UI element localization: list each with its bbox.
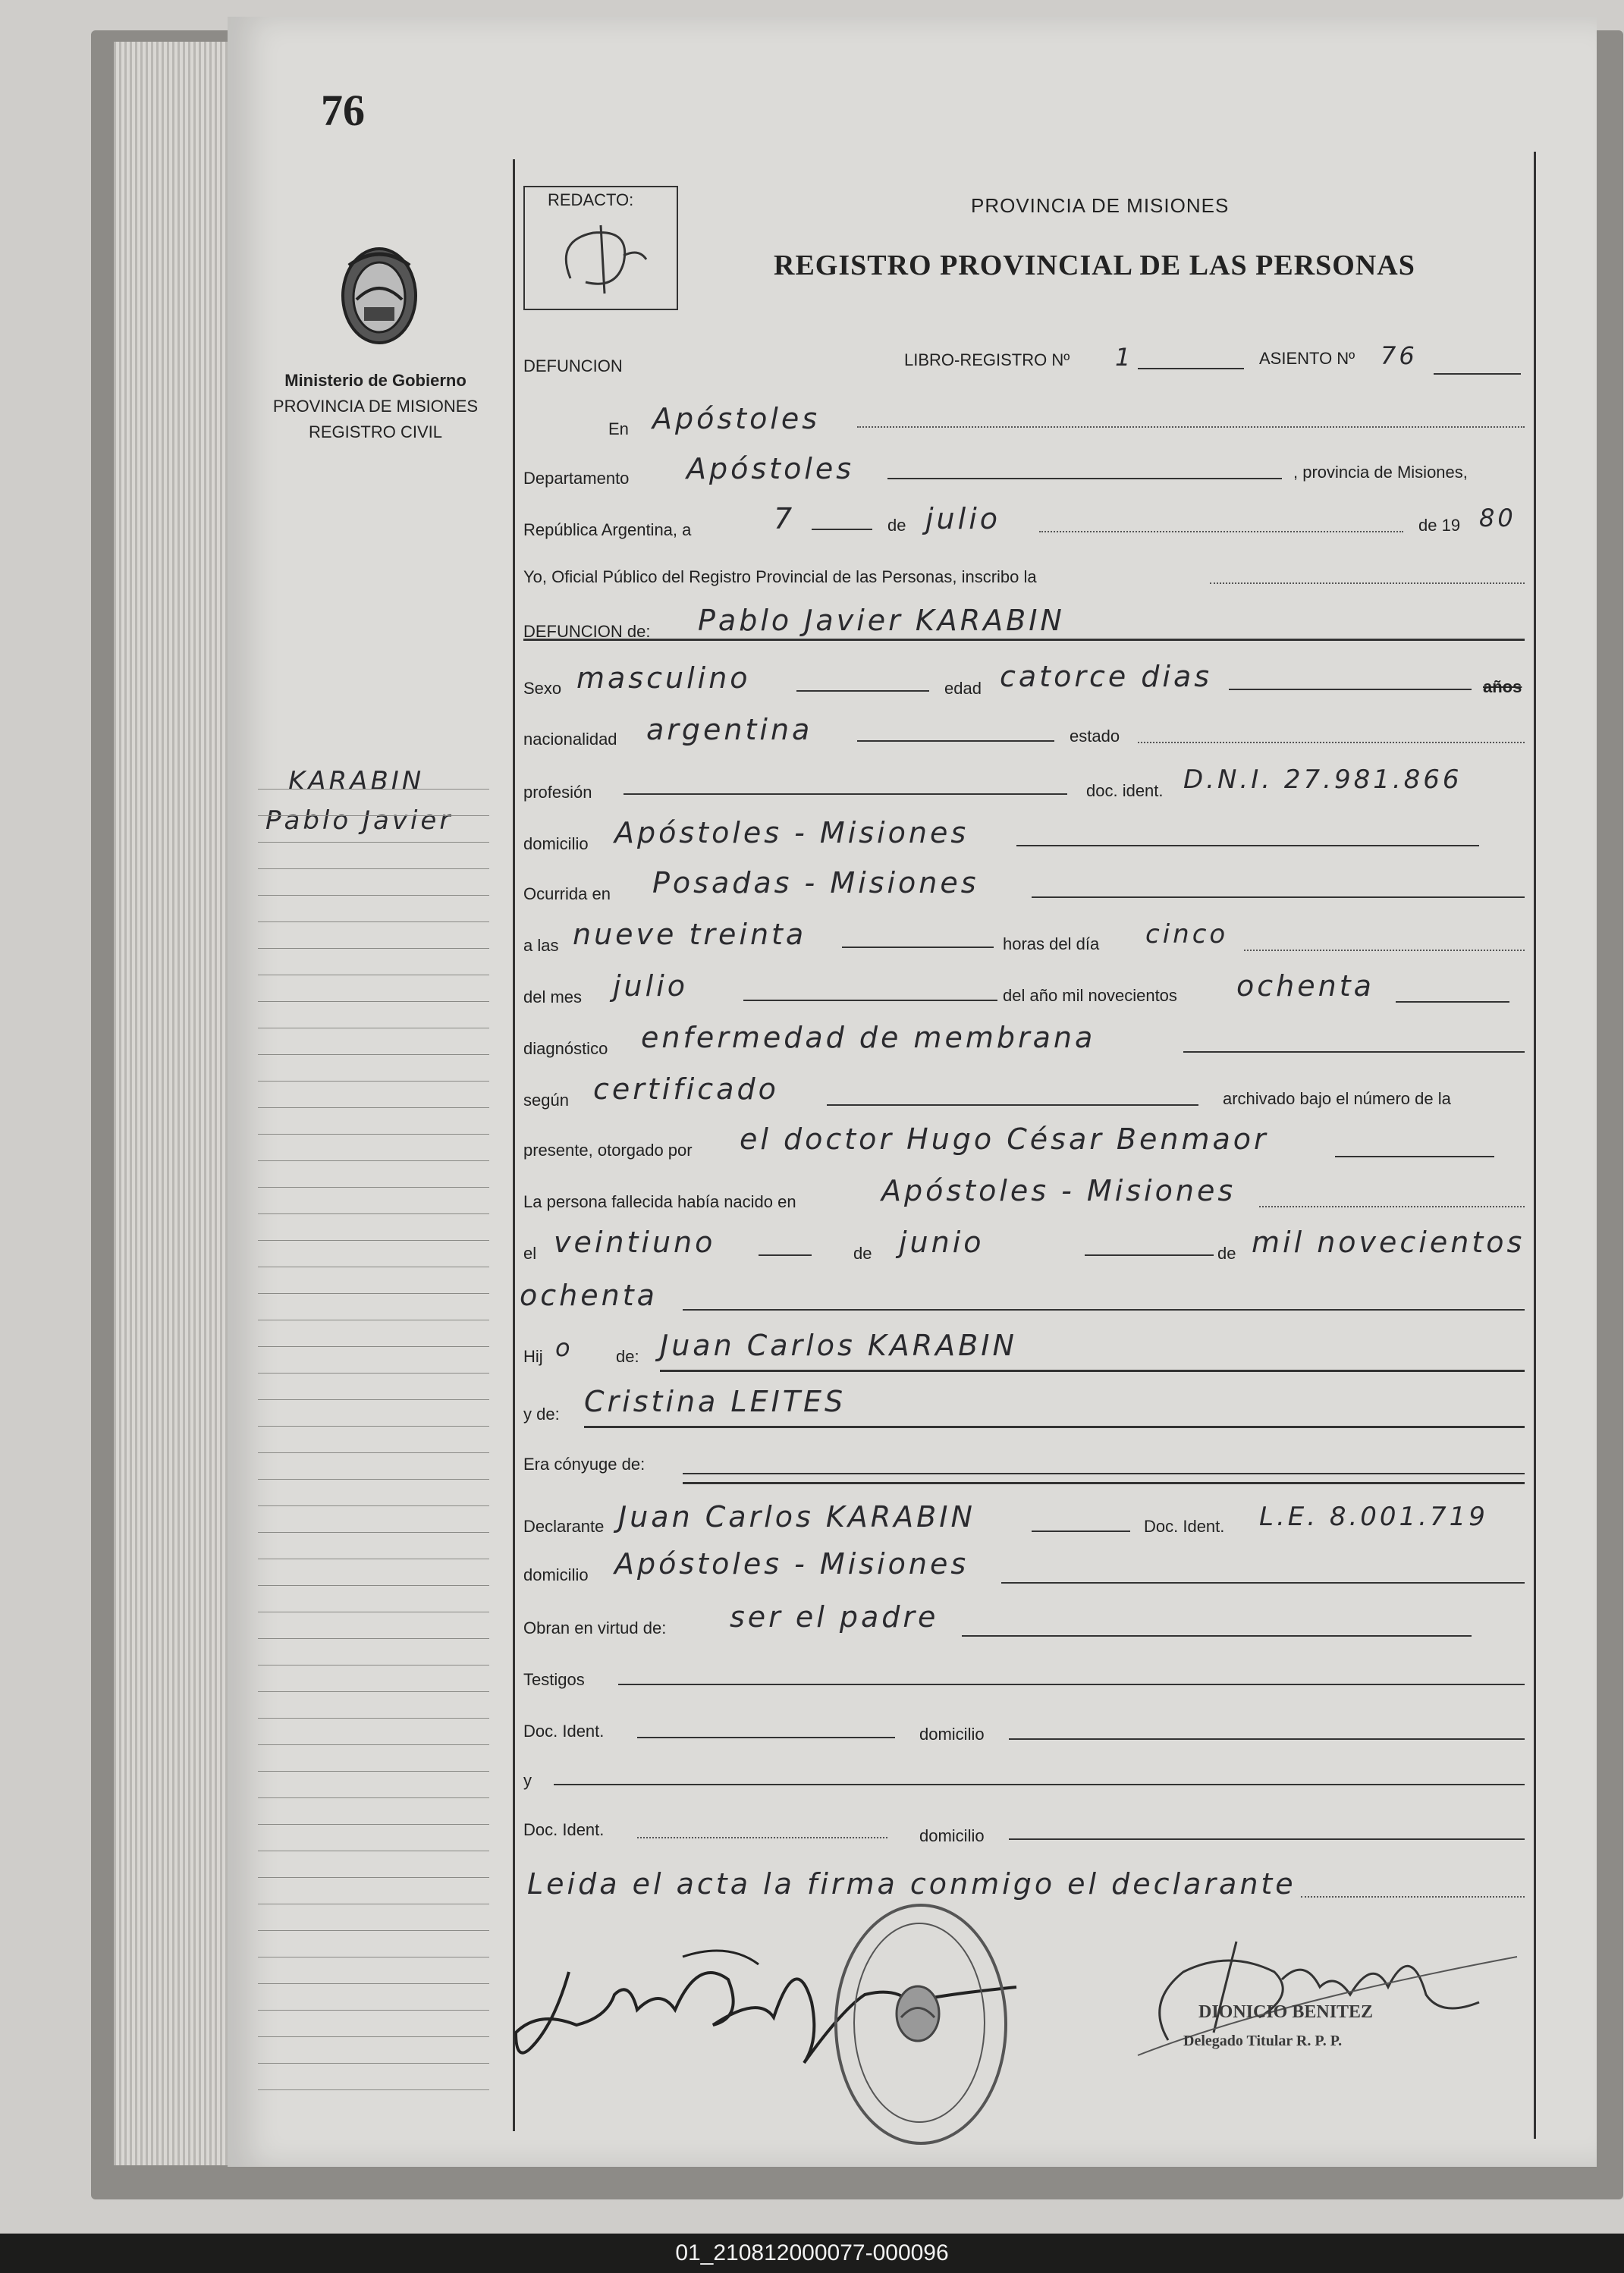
testigo1-doc-line xyxy=(637,1737,895,1738)
testigos-label: Testigos xyxy=(523,1670,585,1689)
anos-label: años xyxy=(1483,677,1522,696)
archivado-label: archivado bajo el número de la xyxy=(1223,1089,1451,1108)
hij-de-label: de: xyxy=(616,1347,639,1366)
ano-fallecimiento-value: ochenta xyxy=(1236,969,1374,1003)
obran-label: Obran en virtud de: xyxy=(523,1618,667,1637)
margin-rule-line xyxy=(258,1983,489,1984)
margin-rule-line xyxy=(258,1585,489,1586)
testigo2-domicilio-line xyxy=(1009,1838,1525,1840)
testigo2-doc-line xyxy=(637,1837,887,1838)
testigo1-domicilio-line xyxy=(1009,1738,1525,1740)
provincia-label: , provincia de Misiones, xyxy=(1293,463,1468,482)
sexo-label: Sexo xyxy=(523,679,562,698)
margin-rule-line xyxy=(258,1691,489,1692)
conyuge-line-1 xyxy=(683,1473,1525,1474)
margin-rule-line xyxy=(258,1744,489,1745)
margin-rule-line xyxy=(258,1213,489,1214)
conyuge-label: Era cónyuge de: xyxy=(523,1455,646,1474)
province-label: PROVINCIA DE MISIONES xyxy=(272,397,479,416)
nacido-line xyxy=(1259,1206,1525,1207)
mes-fallecimiento-line xyxy=(743,1000,997,1001)
yo-line xyxy=(1210,582,1525,584)
margin-rule-line xyxy=(258,1134,489,1135)
margin-rule-line xyxy=(258,1293,489,1294)
margin-rule-line xyxy=(258,1930,489,1931)
obran-line xyxy=(962,1635,1472,1637)
hij-sufijo: o xyxy=(555,1333,573,1362)
de-label-1: de xyxy=(887,516,906,535)
doc-ident-label: doc. ident. xyxy=(1086,781,1164,800)
margin-rule-line xyxy=(258,815,489,816)
asiento-label: ASIENTO Nº xyxy=(1259,349,1355,368)
doc-value: D.N.I. 27.981.866 xyxy=(1183,764,1462,795)
margin-rule-line xyxy=(258,842,489,843)
mes-line xyxy=(1039,531,1403,532)
declarante-value: Juan Carlos KARABIN xyxy=(618,1500,975,1534)
margin-rule-line xyxy=(258,2063,489,2064)
declarante-domicilio-label: domicilio xyxy=(523,1565,589,1584)
coat-of-arms-icon xyxy=(326,235,432,356)
ocurrida-value: Posadas - Misiones xyxy=(652,866,979,899)
libro-label: LIBRO-REGISTRO Nº xyxy=(904,350,1070,369)
en-value: Apóstoles xyxy=(652,402,821,435)
margin-rule-line xyxy=(258,895,489,896)
en-label: En xyxy=(608,419,629,438)
ano-value: 80 xyxy=(1479,504,1516,532)
segun-label: según xyxy=(523,1091,569,1110)
official-title: Delegado Titular R. P. P. xyxy=(1183,2033,1343,2049)
margin-rule-line xyxy=(258,1638,489,1639)
nacionalidad-line xyxy=(857,740,1054,742)
province-title: PROVINCIA DE MISIONES xyxy=(971,194,1230,217)
page-edges xyxy=(114,42,235,2165)
de-label-3: de xyxy=(1217,1244,1236,1263)
hij-label: Hij xyxy=(523,1347,543,1366)
edad-line xyxy=(1229,689,1472,690)
asiento-line xyxy=(1434,373,1521,375)
padre-line xyxy=(660,1370,1525,1372)
closing-statement: Leida el acta la firma conmigo el declarante xyxy=(527,1867,1296,1901)
margin-rule-line xyxy=(258,1665,489,1666)
nac-mes-line xyxy=(1085,1254,1214,1256)
page-number: 76 xyxy=(321,86,365,135)
declarante-doc-value: L.E. 8.001.719 xyxy=(1259,1502,1488,1532)
padre-value: Juan Carlos KARABIN xyxy=(660,1329,1017,1362)
dia-line xyxy=(812,529,872,530)
nombre-line xyxy=(523,639,1525,641)
segun-value: certificado xyxy=(593,1072,779,1106)
profesion-label: profesión xyxy=(523,783,592,802)
otorgado-line xyxy=(1335,1156,1494,1157)
margin-rule-line xyxy=(258,1452,489,1453)
diagnostico-line xyxy=(1183,1051,1525,1053)
declarante-domicilio-value: Apóstoles - Misiones xyxy=(614,1547,969,1581)
ocurrida-label: Ocurrida en xyxy=(523,884,611,903)
margin-surname: KARABIN xyxy=(288,766,425,796)
margin-rule-line xyxy=(258,1107,489,1108)
otorgado-value: el doctor Hugo César Benmaor xyxy=(740,1122,1269,1156)
nacionalidad-label: nacionalidad xyxy=(523,730,617,749)
yo-label: Yo, Oficial Público del Registro Provincial de las Personas, inscribo la xyxy=(523,567,1037,586)
nac-dia-line xyxy=(759,1254,812,1256)
segun-line xyxy=(827,1104,1198,1106)
estado-label: estado xyxy=(1070,727,1120,746)
nac-dia-value: veintiuno xyxy=(554,1226,716,1259)
domicilio-line xyxy=(1016,845,1479,846)
official-name: DIONICIO BENITEZ xyxy=(1198,2002,1374,2022)
hora-line xyxy=(842,947,994,948)
de19-label: de 19 xyxy=(1418,516,1461,535)
margin-rule-line xyxy=(258,2036,489,2037)
margin-rule-line xyxy=(258,1426,489,1427)
redacto-label: REDACTO: xyxy=(548,190,634,209)
y-de-label: y de: xyxy=(523,1405,560,1424)
margin-rule-line xyxy=(258,921,489,922)
nac-ano-value-2: ochenta xyxy=(520,1279,658,1312)
margin-rule-line xyxy=(258,1824,489,1825)
hora-value: nueve treinta xyxy=(573,918,807,951)
margin-rule-line xyxy=(258,1399,489,1400)
registry-title: REGISTRO PROVINCIAL DE LAS PERSONAS xyxy=(774,250,1415,281)
redacto-box xyxy=(523,186,678,310)
margin-rule-line xyxy=(258,1532,489,1533)
nac-mes-value: junio xyxy=(899,1226,985,1259)
republica-label: República Argentina, a xyxy=(523,520,692,539)
profesion-line xyxy=(624,793,1067,795)
obran-value: ser el padre xyxy=(730,1600,939,1634)
del-mes-label: del mes xyxy=(523,987,583,1006)
margin-rule-line xyxy=(258,2089,489,2090)
margin-rule-line xyxy=(258,1771,489,1772)
file-id-footer: 01_210812000077-000096 xyxy=(0,2234,1624,2273)
closing-line xyxy=(1301,1896,1525,1898)
edad-value: catorce dias xyxy=(1000,660,1213,693)
margin-rule-line xyxy=(258,1797,489,1798)
nacionalidad-value: argentina xyxy=(646,713,813,746)
domicilio-value: Apóstoles - Misiones xyxy=(614,816,969,849)
conyuge-line-2 xyxy=(683,1482,1525,1484)
madre-line xyxy=(584,1426,1525,1428)
nac-ano-value-1: mil novecientos xyxy=(1252,1226,1525,1259)
nac-ano-line xyxy=(683,1309,1525,1311)
declarante-label: Declarante xyxy=(523,1517,605,1536)
dia-value: 7 xyxy=(774,502,796,535)
nacido-value: Apóstoles - Misiones xyxy=(881,1174,1236,1207)
margin-rule-line xyxy=(258,1346,489,1347)
testigo2-domicilio-label: domicilio xyxy=(919,1826,985,1845)
margin-rule-line xyxy=(258,868,489,869)
registry-label: REGISTRO CIVIL xyxy=(308,422,443,441)
margin-rule-line xyxy=(258,789,489,790)
mes-value: julio xyxy=(925,502,1001,535)
en-line xyxy=(857,426,1525,428)
defuncion-label: DEFUNCION xyxy=(523,356,623,375)
diagnostico-value: enfermedad de membrana xyxy=(641,1021,1096,1054)
ministry-label: Ministerio de Gobierno xyxy=(284,371,466,390)
edad-label: edad xyxy=(944,679,982,698)
margin-rule-line xyxy=(258,1373,489,1374)
margin-rule-line xyxy=(258,1001,489,1002)
a-las-label: a las xyxy=(523,936,559,955)
libro-line xyxy=(1138,368,1244,369)
el-label: el xyxy=(523,1244,537,1263)
domicilio-label: domicilio xyxy=(523,834,589,853)
margin-rule-line xyxy=(258,1479,489,1480)
dia-fallecimiento-line xyxy=(1244,950,1525,951)
declarante-line xyxy=(1032,1531,1130,1532)
sexo-line xyxy=(796,690,929,692)
margin-rule-line xyxy=(258,1054,489,1055)
ano-fallecimiento-line xyxy=(1396,1001,1509,1003)
margin-rule-line xyxy=(258,1240,489,1241)
departamento-line xyxy=(887,478,1282,479)
margin-rule-line xyxy=(258,2010,489,2011)
presente-label: presente, otorgado por xyxy=(523,1141,693,1160)
departamento-value: Apóstoles xyxy=(686,452,855,485)
diagnostico-label: diagnóstico xyxy=(523,1039,608,1058)
margin-rule-line xyxy=(258,1718,489,1719)
nombre-value: Pablo Javier KARABIN xyxy=(698,604,1065,637)
dia-fallecimiento-value: cinco xyxy=(1145,919,1229,950)
asiento-value: 76 xyxy=(1381,341,1418,370)
margin-rule-line xyxy=(258,1081,489,1082)
testigo2-line xyxy=(554,1784,1525,1785)
margin-rule-line xyxy=(258,948,489,949)
left-header xyxy=(250,368,501,445)
margin-rule-line xyxy=(258,1160,489,1161)
margin-rule-line xyxy=(258,1505,489,1506)
de-label-2: de xyxy=(853,1244,872,1263)
declarante-domicilio-line xyxy=(1001,1582,1525,1584)
estado-line xyxy=(1138,742,1525,743)
testigo1-doc-label: Doc. Ident. xyxy=(523,1722,605,1741)
nacido-label: La persona fallecida había nacido en xyxy=(523,1192,796,1211)
madre-value: Cristina LEITES xyxy=(584,1385,847,1418)
sexo-value: masculino xyxy=(576,661,751,695)
testigo2-doc-label: Doc. Ident. xyxy=(523,1820,605,1839)
horas-label: horas del día xyxy=(1003,934,1100,953)
y-label: y xyxy=(523,1771,532,1790)
testigo1-domicilio-label: domicilio xyxy=(919,1725,985,1744)
del-ano-label: del año mil novecientos xyxy=(1003,986,1177,1005)
departamento-label: Departamento xyxy=(523,469,630,488)
libro-value: 1 xyxy=(1115,343,1134,372)
defuncion-de-label: DEFUNCION de: xyxy=(523,622,651,641)
ocurrida-line xyxy=(1032,896,1525,898)
seal-emblem-icon xyxy=(887,1979,948,2048)
right-border xyxy=(1534,152,1536,2139)
mes-fallecimiento-value: julio xyxy=(613,969,689,1003)
margin-rule-line xyxy=(258,1187,489,1188)
column-divider xyxy=(513,159,515,2131)
initials-signature xyxy=(540,210,661,301)
margin-rule-line xyxy=(258,1877,489,1878)
declarante-doc-label: Doc. Ident. xyxy=(1144,1517,1225,1536)
margin-given-names: Pablo Javier xyxy=(265,805,454,836)
testigos-line xyxy=(618,1684,1525,1685)
